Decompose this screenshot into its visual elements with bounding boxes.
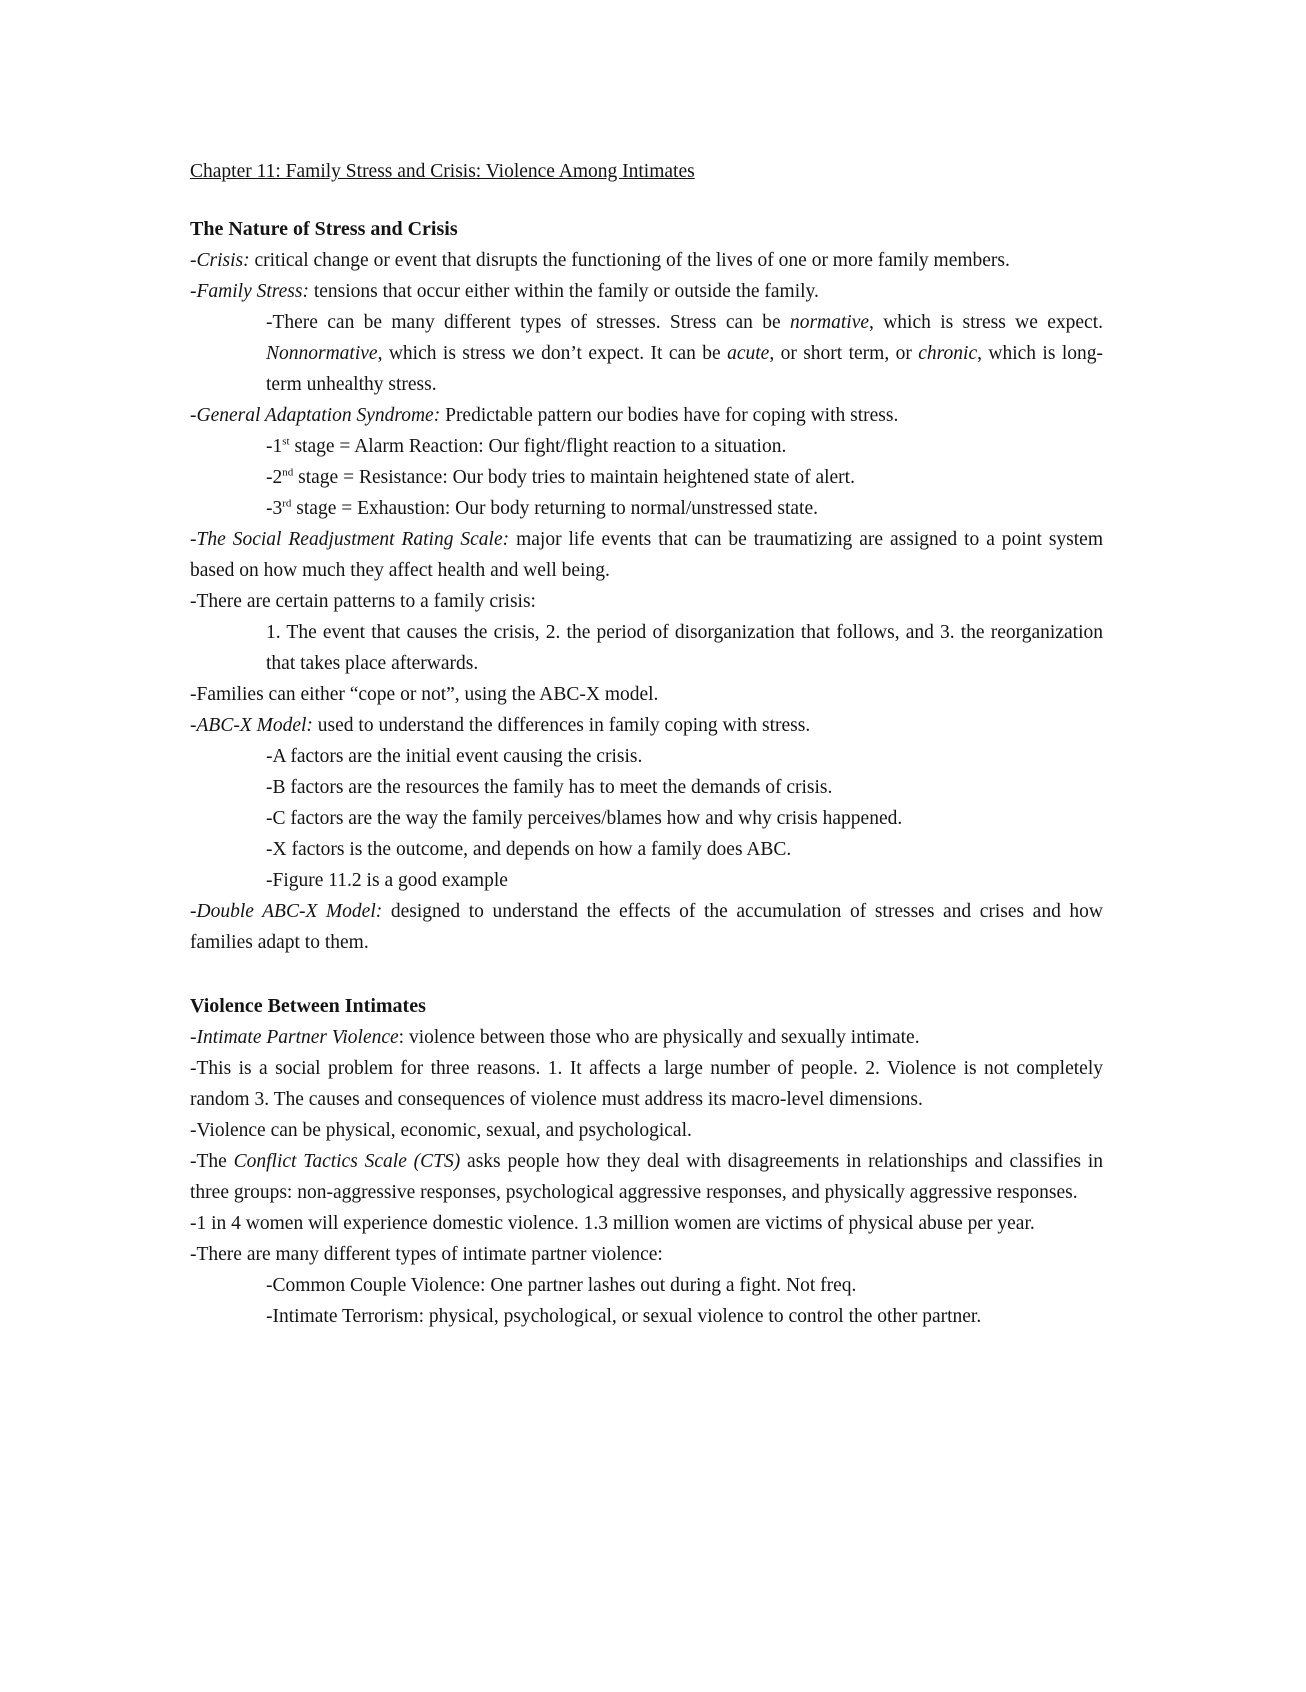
definition-text: used to understand the differences in family coping with stress. (312, 715, 811, 736)
abcx-factor-item: -Figure 11.2 is a good example (266, 870, 508, 891)
gas-stage-item (190, 493, 1103, 524)
term-gas: -General Adaptation Syndrome: (190, 405, 441, 426)
ipv-type-item: -Common Couple Violence: One partner lashes out during a fight. Not freq. (266, 1275, 857, 1296)
violence-types-statement: -Violence can be physical, economic, sexual, and psychological. (190, 1120, 692, 1141)
text-run: , which is stress we don’t expect. It can be (377, 343, 728, 364)
abcx-factor-item: -C factors are the way the family perceives/blames how and why crisis happened. (266, 808, 903, 829)
section-heading-stress-crisis: The Nature of Stress and Crisis (190, 218, 458, 240)
ordinal-suffix: st (282, 435, 290, 448)
definition-text: designed to understand the effects of the accumulation of stresses and crises and how families adapt to them. (190, 901, 1103, 953)
term-srrs: -The Social Readjustment Rating Scale: (190, 529, 510, 550)
statistics-paragraph: -1 in 4 women will experience domestic violence. 1.3 million women are victims of physical abuse per year. (190, 1213, 1035, 1234)
definition-text: asks people how they deal with disagreements in relationships and classifies in three groups: non-aggressive responses, psychological aggressive responses, and physically aggressive responses. (190, 1151, 1103, 1203)
definition-text: : violence between those who are physically and sexually intimate. (398, 1027, 920, 1048)
definition-text: tensions that occur either within the family or outside the family. (308, 281, 819, 302)
crisis-patterns-detail: 1. The event that causes the crisis, 2. the period of disorganization that follows, and 3. the reorganization that takes place afterwards. (266, 622, 1103, 674)
text-run: , which is stress we expect. (869, 312, 1103, 333)
abcx-factor-item: -A factors are the initial event causing the crisis. (266, 746, 643, 767)
social-problem-paragraph: -This is a social problem for three reasons. 1. It affects a large number of people. 2. Violence is not completely random 3. The causes and consequences of violence must address its macro-level dimensions. (190, 1058, 1103, 1110)
stress-types-paragraph (190, 307, 1103, 400)
stage-text: stage = Alarm Reaction: Our fight/flight reaction to a situation. (289, 436, 787, 457)
ordinal-suffix: nd (282, 466, 294, 479)
definition-gas (190, 400, 1103, 431)
definition-abcx (190, 710, 1103, 741)
gas-stage-item (190, 462, 1103, 493)
document-body (190, 156, 1103, 1332)
term-ipv: -Intimate Partner Violence (190, 1027, 399, 1048)
stage-text: stage = Resistance: Our body tries to maintain heightened state of alert. (293, 467, 855, 488)
text-run: , or short term, or (769, 343, 919, 364)
definition-text: Predictable pattern our bodies have for coping with stress. (440, 405, 899, 426)
term-crisis: -Crisis: (190, 250, 250, 271)
definition-cts (190, 1146, 1103, 1208)
stage-number: -3 (266, 498, 283, 519)
stage-text: stage = Exhaustion: Our body returning to normal/unstressed state. (291, 498, 818, 519)
definition-double-abcx (190, 896, 1103, 958)
ordinal-suffix: rd (282, 497, 292, 510)
text-run: -The (190, 1151, 234, 1172)
definition-family-stress (190, 276, 1103, 307)
text-run: -There can be many different types of stresses. Stress can be (266, 312, 790, 333)
section-heading-violence: Violence Between Intimates (190, 995, 426, 1017)
term-double-abcx: -Double ABC-X Model: (190, 901, 383, 922)
gas-stage-item (190, 431, 1103, 462)
term-chronic: chronic (918, 343, 978, 364)
crisis-patterns-intro: -There are certain patterns to a family crisis: (190, 591, 536, 612)
text-run: , which is long-term unhealthy stress. (266, 343, 1103, 395)
ipv-types-intro: -There are many different types of intimate partner violence: (190, 1244, 663, 1265)
definition-crisis (190, 245, 1103, 276)
cope-statement: -Families can either “cope or not”, using the ABC-X model. (190, 684, 659, 705)
abcx-factor-item: -B factors are the resources the family has to meet the demands of crisis. (266, 777, 833, 798)
term-normative: normative (789, 312, 870, 333)
definition-ipv (190, 1022, 1103, 1053)
stage-number: -2 (266, 467, 283, 488)
term-cts: Conflict Tactics Scale (CTS) (233, 1151, 461, 1172)
definition-srrs (190, 524, 1103, 586)
definition-text: major life events that can be traumatizing are assigned to a point system based on how much they affect health and well being. (190, 529, 1103, 581)
term-family-stress: -Family Stress: (190, 281, 309, 302)
term-acute: acute (727, 343, 770, 364)
term-abcx: -ABC-X Model: (190, 715, 313, 736)
definition-text: critical change or event that disrupts the functioning of the lives of one or more family members. (249, 250, 1010, 271)
term-nonnormative: Nonnormative (266, 343, 378, 364)
abcx-factor-item: -X factors is the outcome, and depends on how a family does ABC. (266, 839, 792, 860)
ipv-type-item: -Intimate Terrorism: physical, psychological, or sexual violence to control the other partner. (266, 1306, 982, 1327)
stage-number: -1 (266, 436, 283, 457)
chapter-title: Chapter 11: Family Stress and Crisis: Violence Among Intimates (190, 161, 695, 182)
